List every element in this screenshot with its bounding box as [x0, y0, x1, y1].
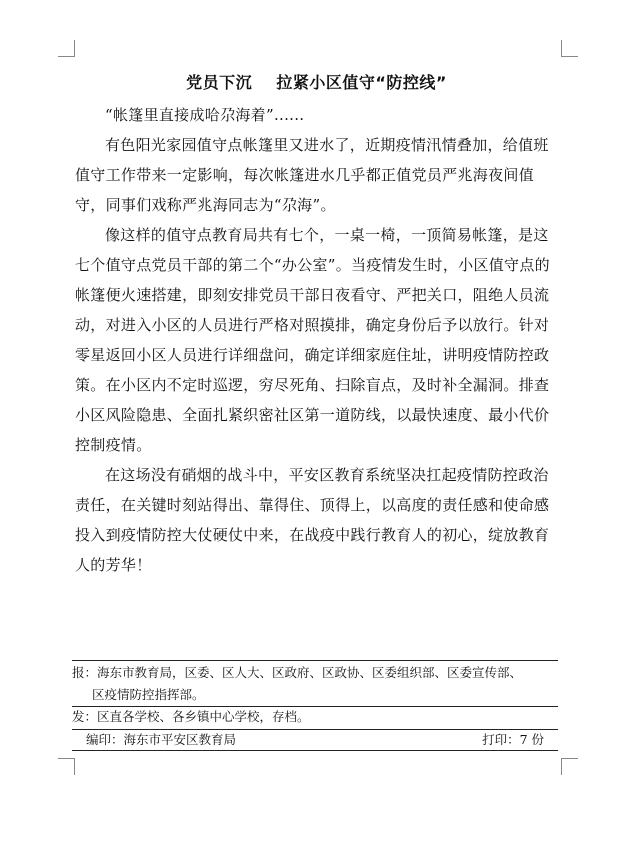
footer-bottom-rule: [72, 750, 558, 751]
document-body: [75, 100, 555, 580]
paragraph-1: 有色阳光家园值守点帐篷里又进水了，近期疫情汛情叠加，给值班值守工作带来一定影响，每次帐篷进水几乎都正值党员严兆海夜间值守，同事们戏称严兆海同志为“尕海”。: [75, 136, 549, 214]
document-title: 党员下沉 拉紧小区值守“防控线”: [186, 73, 447, 92]
crop-mark-top-right: [561, 40, 578, 57]
footer-top-rule: [72, 660, 558, 661]
print-count: 打印：7 份: [482, 732, 544, 747]
crop-mark-bottom-right: [561, 758, 578, 775]
crop-mark-top-left: [58, 40, 75, 57]
report-to-line-1: 报：海东市教育局，区委、区人大、区政府、区政协、区委组织部、区委宣传部、: [72, 665, 523, 680]
paragraph-lead: “帐篷里直接成哈尕海着”......: [105, 106, 305, 124]
distribution-send-to: 发：区直各学校、各乡镇中心学校，存档。: [72, 709, 310, 724]
paragraph-3: 在这场没有硝烟的战斗中，平安区教育系统坚决扛起疫情防控政治责任，在关键时刻站得出、靠得住、顶得上，以高度的责任感和使命感投入到疫情防控大仗硬仗中来，在战疫中践行教育人的初心，绽放教育人的芳华！: [75, 466, 550, 574]
print-info-line: [72, 730, 558, 750]
crop-mark-bottom-left: [58, 758, 75, 775]
paragraph-2: 像这样的值守点教育局共有七个，一桌一椅，一顶简易帐篷，是这七个值守点党员干部的第二个“办公室”。当疫情发生时，小区值守点的帐篷便火速搭建，即刻安排党员干部日夜看守、严把关口，阻绝人员流动，对进入小区的人员进行严格对照摸排，确定身份后予以放行。针对零星返回小区人员进行详细盘问，确定详细家庭住址，讲明疫情防控政策。在小区内不定时巡逻，穷尽死角、扫除盲点，及时补全漏洞。排查小区风险隐患、全面扎紧织密社区第一道防线，以最快速度、最小代价控制疫情。: [75, 226, 550, 454]
distribution-report-to: [72, 662, 558, 706]
editor-label: 编印：海东市平安区教育局: [86, 732, 237, 747]
report-to-line-2: 区疫情防控指挥部。: [92, 687, 205, 702]
